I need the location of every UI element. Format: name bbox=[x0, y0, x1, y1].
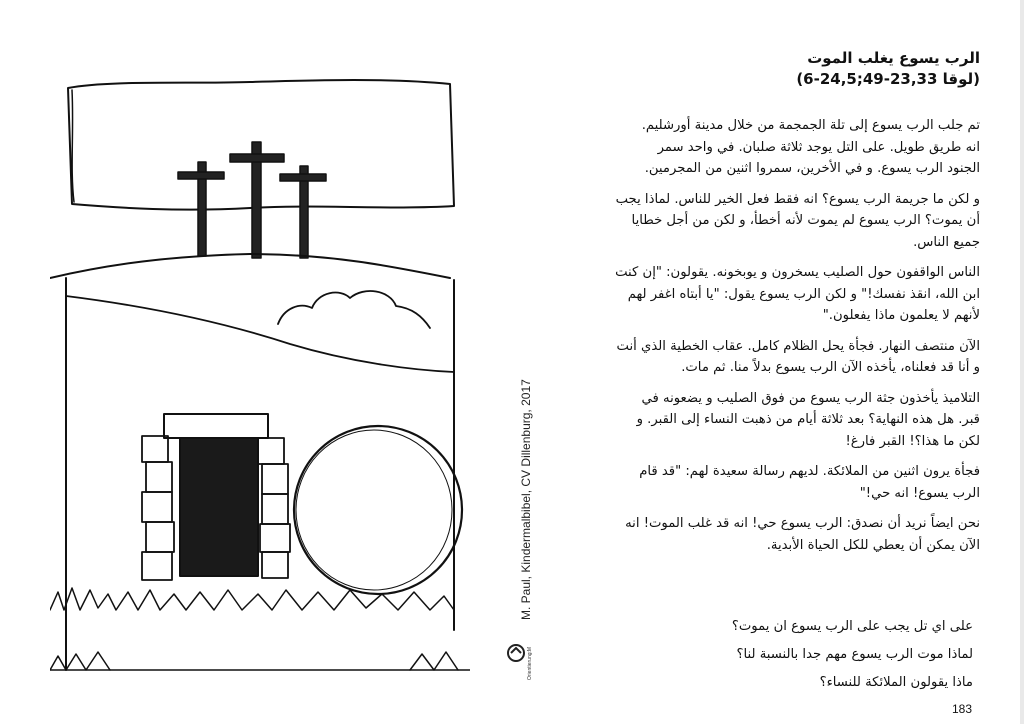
credit-text: M. Paul, Kindermalbibel, CV Dillenburg, 2017 bbox=[519, 379, 533, 620]
story-line: الناس الواقفون حول الصليب يسخرون و يوبخونه. يقولون: "إن كنت bbox=[615, 265, 980, 280]
question-item: على اي تل يجب على الرب يسوع ان يموت؟ bbox=[731, 619, 973, 634]
story-line: قبر. هل هذه النهاية؟ بعد ثلاثة أيام من ذهبت النساء إلى القبر. و bbox=[636, 412, 980, 427]
story-paragraph bbox=[570, 336, 980, 379]
story-line: ابن الله، انقذ نفسك!" و لكن الرب يسوع يقول: "يا أبتاه اغفر لهم bbox=[627, 286, 980, 302]
story-line: الآن يمكن أن يعطي للكل الحياة الأبدية. bbox=[766, 537, 980, 553]
story-line: الآن منتصف النهار. فجأة يحل الظلام كامل. عقاب الخطية الذي أنت bbox=[616, 338, 980, 354]
story-line: و أنا قد فعلناه، يأخذه الآن الرب يسوع بدلاً منا. ثم مات. bbox=[681, 360, 980, 375]
discussion-questions bbox=[570, 617, 973, 693]
story-line: جميع الناس. bbox=[913, 234, 980, 250]
story-paragraph bbox=[570, 388, 980, 453]
question-item: لماذا موت الرب يسوع مهم جدا بالنسبة لنا؟ bbox=[736, 647, 973, 662]
publisher-logo-text: Orientierung:M bbox=[527, 646, 533, 680]
grass bbox=[50, 588, 454, 610]
story-line: الرب يسوع! انه حي!" bbox=[859, 485, 980, 501]
story-line: الجنود الرب يسوع. و في الأخرين، سمروا اثنين من المجرمين. bbox=[644, 161, 980, 176]
story-line: أن يموت؟ الرب يسوع لم يموت لأنه أخطأ، و لكن من أجل خطايا bbox=[631, 213, 980, 228]
story-paragraph bbox=[570, 461, 980, 504]
picture-frame bbox=[66, 278, 454, 670]
tomb-entrance bbox=[142, 414, 290, 580]
story-paragraph bbox=[570, 189, 980, 254]
story-line: لأنهم لا يعلمون ماذا يفعلون." bbox=[822, 308, 980, 323]
three-crosses bbox=[178, 142, 326, 258]
story-line: لكن ما هذا؟! القبر فارغ! bbox=[845, 433, 980, 449]
scan-edge bbox=[1020, 0, 1024, 724]
page-number: 183 bbox=[951, 702, 972, 716]
story-line: تم جلب الرب يسوع إلى تلة الجمجمة من خلال مدينة أورشليم. bbox=[641, 118, 980, 133]
story-line: انه طريق طويل. على التل يوجد ثلاثة صلبان. في واحد سمر bbox=[657, 139, 980, 155]
story-line: نحن ايضاً نريد أن نصدق: الرب يسوع حي! انه قد غلب الموت! انه bbox=[625, 516, 980, 531]
rolled-stone bbox=[294, 426, 462, 594]
story-line: التلاميذ يأخذون جثة الرب يسوع من فوق الصليب و يضعونه في bbox=[641, 390, 980, 406]
story-paragraph bbox=[570, 513, 980, 556]
publisher-logo-icon bbox=[505, 642, 527, 664]
story-line: و لكن ما جريمة الرب يسوع؟ انه فقط فعل الخير للناس. لماذا يجب bbox=[615, 191, 980, 207]
empty-tomb-illustration bbox=[50, 70, 470, 690]
story-line: فجأة يرون اثنين من الملائكة. لديهم رسالة سعيدة لهم: "قد قام bbox=[639, 464, 980, 479]
story-column bbox=[570, 48, 980, 556]
story-paragraph bbox=[570, 115, 980, 180]
story-title: الرب يسوع يغلب الموت bbox=[807, 49, 980, 67]
illustration-credit bbox=[505, 380, 531, 680]
scripture-reference: (لوقا 23,33-49;24,5-6) bbox=[796, 70, 980, 88]
story-paragraph bbox=[570, 262, 980, 327]
hill-outline bbox=[50, 254, 450, 278]
question-item: ماذا يقولون الملائكة للنساء؟ bbox=[819, 675, 973, 690]
